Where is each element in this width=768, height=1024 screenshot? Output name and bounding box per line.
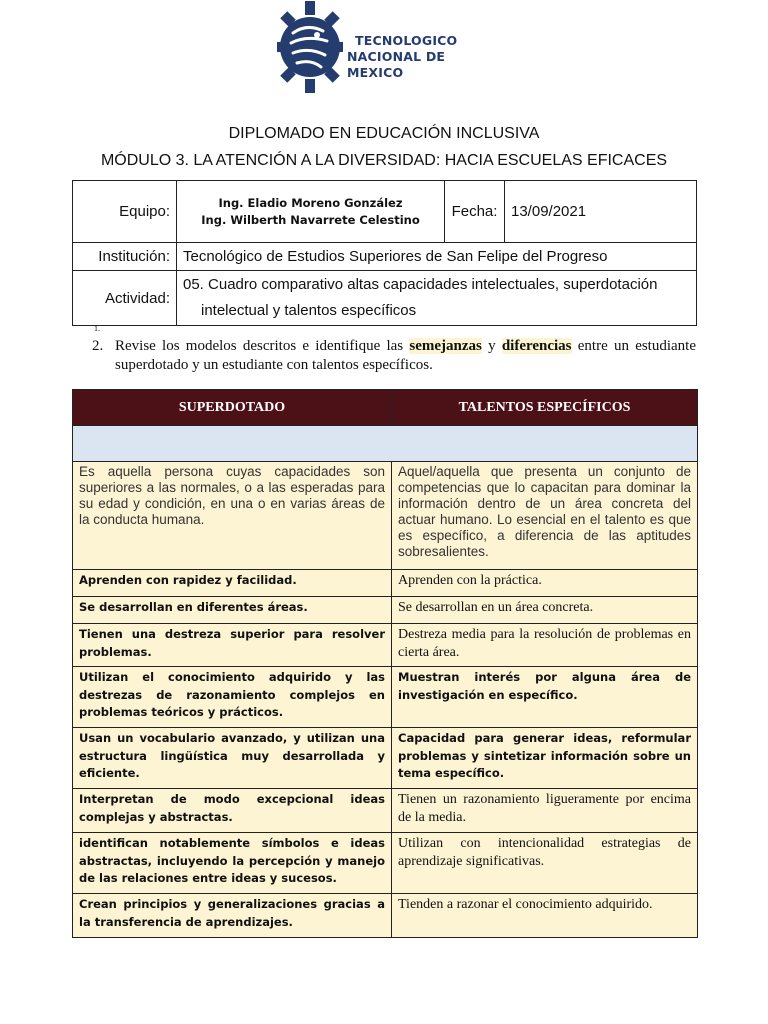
logo-line-1: TECNOLOGICO [355, 33, 458, 48]
activity-line-1: 05. Cuadro comparativo altas capacidades intelectuales, superdotación [183, 276, 658, 293]
table-row [73, 728, 698, 789]
table-row [73, 624, 698, 667]
table-row [73, 667, 698, 728]
date-value: 13/09/2021 [505, 181, 697, 243]
institution-value: Tecnológico de Estudios Superiores de San Felipe del Progreso [177, 243, 697, 271]
cell-talentos: Muestran interés por alguna área de investigación en específico. [392, 667, 698, 728]
cell-superdotado: Se desarrollan en diferentes áreas. [73, 597, 392, 624]
eagle-gear-emblem-icon [277, 1, 343, 93]
header-superdotado: SUPERDOTADO [73, 390, 392, 426]
cell-talentos: Aquel/aquella que presenta un conjunto de competencias que lo capacitan para dominar la información dentro de un área concreta del actuar humano. Lo esencial en el talento es que es específico, a diferencia de las aptitudes sobresalientes. [392, 462, 698, 570]
highlight-semejanzas: semejanzas [409, 338, 482, 354]
cell-talentos: Tienen un razonamiento ligueramente por encima de la media. [392, 789, 698, 833]
info-table [72, 180, 697, 326]
table-row [73, 462, 698, 570]
cell-superdotado: Utilizan el conocimiento adquirido y las destrezas de razonamiento complejos en problemas teóricos y prácticos. [73, 667, 392, 728]
team-members [177, 181, 445, 243]
cell-talentos: Destreza media para la resolución de problemas en cierta área. [392, 624, 698, 667]
diploma-title: DIPLOMADO EN EDUCACIÓN INCLUSIVA [228, 125, 540, 142]
comparison-table [72, 389, 698, 938]
activity-line-2: intelectual y talentos específicos [201, 302, 417, 319]
cell-superdotado: Es aquella persona cuyas capacidades son superiores a las normales, o a las esperadas para su edad y condición, en una o en varias áreas de la conducta humana. [73, 462, 392, 570]
date-label: Fecha: [445, 181, 505, 243]
cell-superdotado: identifican notablemente símbolos e ideas abstractas, incluyendo la percepción y manejo de las relaciones entre ideas y sucesos. [73, 833, 392, 894]
team-label: Equipo: [73, 181, 177, 243]
instruction-paragraph [92, 337, 696, 375]
member-1: Ing. Eladio Moreno González [218, 195, 403, 210]
header-talentos: TALENTOS ESPECÍFICOS [392, 390, 698, 426]
cell-talentos: Tienden a razonar el conocimiento adquirido. [392, 894, 698, 938]
cell-talentos: Capacidad para generar ideas, reformular problemas y sintetizar información sobre un tema específico. [392, 728, 698, 789]
instruction-text-a: Revise los modelos descritos e identifique las [115, 338, 410, 354]
cell-superdotado: Tienen una destreza superior para resolver problemas. [73, 624, 392, 667]
cell-superdotado: Crean principios y generalizaciones gracias a la transferencia de aprendizajes. [73, 894, 392, 938]
instruction-number: 2. [92, 338, 104, 354]
logo-wordmark [347, 33, 497, 81]
cell-superdotado: Aprenden con rapidez y facilidad. [73, 570, 392, 597]
table-row [73, 597, 698, 624]
activity-value [177, 271, 697, 326]
empty-row [73, 426, 698, 462]
instruction-text-c: entre un estudiante superdotado y un estudiante con talentos específicos. [115, 338, 697, 373]
table-row [73, 833, 698, 894]
logo-line-2: NACIONAL DE MEXICO [347, 49, 446, 80]
cell-superdotado: Interpretan de modo excepcional ideas complejas y abstractas. [73, 789, 392, 833]
cell-talentos: Aprenden con la práctica. [392, 570, 698, 597]
table-row [73, 789, 698, 833]
activity-label: Actividad: [73, 271, 177, 326]
tecnm-logo [277, 0, 489, 95]
table-row [73, 570, 698, 597]
cell-talentos: Utilizan con intencionalidad estrategias de aprendizaje significativas. [392, 833, 698, 894]
instruction-text-b: y [481, 338, 502, 354]
cell-superdotado: Usan un vocabulario avanzado, y utilizan una estructura lingüística muy desarrollada y eficiente. [73, 728, 392, 789]
member-2: Ing. Wilberth Navarrete Celestino [201, 212, 420, 227]
cell-talentos: Se desarrollan en un área concreta. [392, 597, 698, 624]
table-row [73, 894, 698, 938]
institution-label: Institución: [73, 243, 177, 271]
highlight-diferencias: diferencias [501, 338, 572, 354]
list-marker-1: 1. [94, 324, 100, 333]
module-title: MÓDULO 3. LA ATENCIÓN A LA DIVERSIDAD: HACIA ESCUELAS EFICACES [100, 152, 668, 169]
